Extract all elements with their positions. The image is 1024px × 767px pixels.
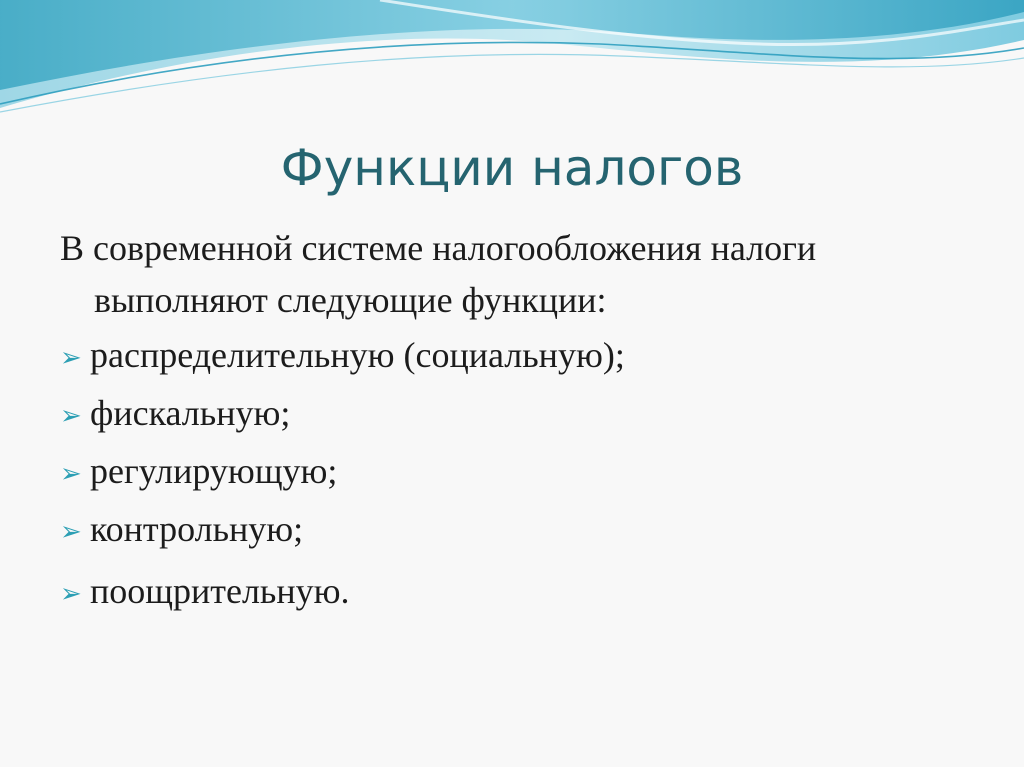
chevron-right-icon: ➢ xyxy=(60,517,82,547)
list-item-label: регулирующую; xyxy=(90,451,338,491)
list-item xyxy=(60,562,960,620)
intro-text xyxy=(60,222,960,326)
chevron-right-icon: ➢ xyxy=(60,459,82,489)
list-item xyxy=(60,384,960,442)
chevron-right-icon: ➢ xyxy=(60,401,82,431)
slide-title: Функции налогов xyxy=(280,139,744,197)
list-item-label: контрольную; xyxy=(90,509,304,549)
list-item-label: распределительную (социальную); xyxy=(90,335,625,375)
intro-line-1: В современной системе налогообложения налоги xyxy=(60,228,817,268)
chevron-right-icon: ➢ xyxy=(60,579,82,609)
list-item xyxy=(60,326,960,384)
chevron-right-icon: ➢ xyxy=(60,343,82,373)
list-item xyxy=(60,500,960,558)
intro-line-2: выполняют следующие функции: xyxy=(94,280,607,320)
list-item-label: поощрительную. xyxy=(90,571,350,611)
functions-list xyxy=(60,326,960,620)
header-wave-decoration xyxy=(0,0,1024,130)
list-item xyxy=(60,442,960,500)
list-item-label: фискальную; xyxy=(90,393,291,433)
